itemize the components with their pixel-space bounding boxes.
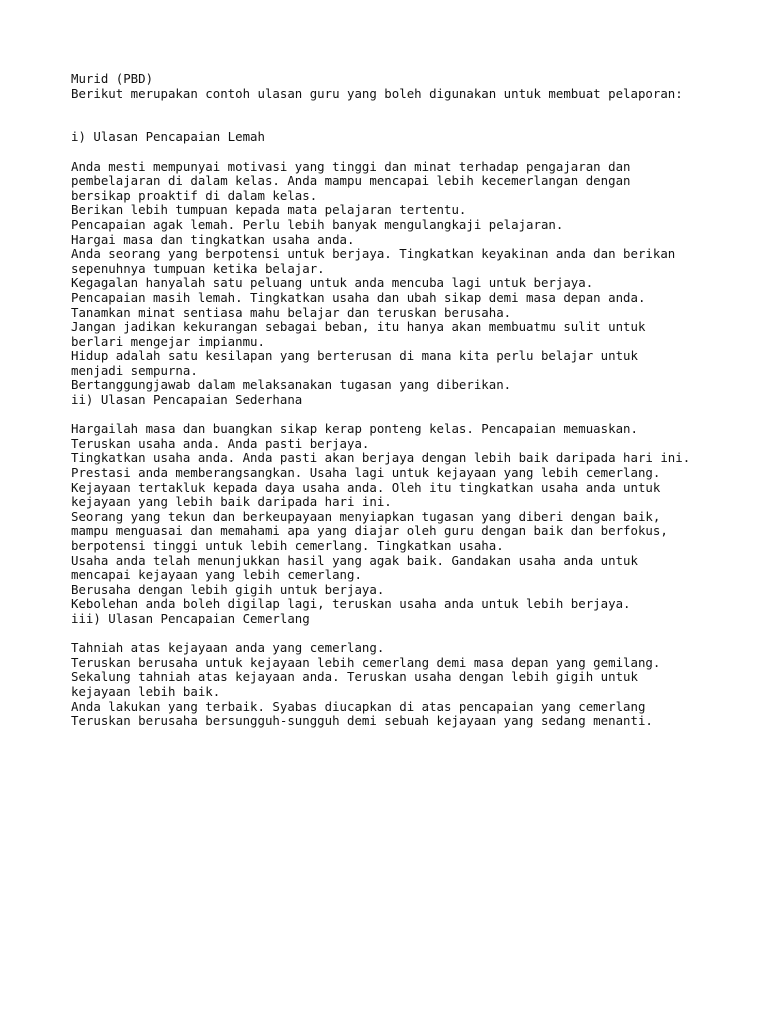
comment-line: kejayaan yang lebih baik daripada hari ini. [71,494,392,510]
comment-line: berlari mengejar impianmu. [71,333,265,349]
comment-line: Berikan lebih tumpuan kepada mata pelajaran tertentu. [71,202,467,218]
comment-line: Jangan jadikan kekurangan sebagai beban, itu hanya akan membuatmu sulit untuk [71,319,646,335]
comment-line: Anda seorang yang berpotensi untuk berjaya. Tingkatkan keyakinan anda dan berikan [71,246,676,262]
comment-line: Usaha anda telah menunjukkan hasil yang agak baik. Gandakan usaha anda untuk [71,552,638,568]
section-body-sederhana [71,422,761,612]
comment-line: Hargailah masa dan buangkan sikap kerap ponteng kelas. Pencapaian memuaskan. [71,421,638,437]
document-title: Murid (PBD) [71,71,154,86]
comment-line: bersikap proaktif di dalam kelas. [71,187,318,203]
comment-line: Anda lakukan yang terbaik. Syabas diucapkan di atas pencapaian yang cemerlang [71,698,646,714]
spacer [71,408,761,423]
comment-line: Pencapaian masih lemah. Tingkatkan usaha dan ubah sikap demi masa depan anda. [71,289,646,305]
comment-line: Teruskan berusaha untuk kejayaan lebih cemerlang demi masa depan yang gemilang. [71,654,661,670]
comment-line: berpotensi tinggi untuk lebih cemerlang. Tingkatkan usaha. [71,538,504,553]
section-heading-sederhana: ii) Ulasan Pencapaian Sederhana [71,392,303,408]
comment-line: menjadi sempurna. [71,362,198,378]
comment-line: Tingkatkan usaha anda. Anda pasti akan berjaya dengan lebih baik daripada hari ini. [71,450,691,466]
document-intro: Berikut merupakan contoh ulasan guru yang boleh digunakan untuk membuat pelaporan: [71,85,683,101]
comment-line: Kegagalan hanyalah satu peluang untuk anda mencuba lagi untuk berjaya. [71,275,594,291]
comment-line: Hidup adalah satu kesilapan yang berterusan di mana kita perlu belajar untuk [71,348,638,364]
comment-line: Sekalung tahniah atas kejayaan anda. Teruskan usaha dengan lebih gigih untuk [71,669,638,685]
spacer [71,116,761,131]
spacer [71,145,761,160]
comment-line: Kejayaan tertakluk kepada daya usaha anda. Oleh itu tingkatkan usaha anda untuk [71,479,661,495]
document-page [71,72,761,729]
spacer [71,627,761,642]
comment-line: Anda mesti mempunyai motivasi yang tinggi dan minat terhadap pengajaran dan [71,158,631,174]
comment-line: sepenuhnya tumpuan ketika belajar. [71,260,325,276]
comment-line: Berusaha dengan lebih gigih untuk berjaya. [71,581,385,597]
comment-line: Teruskan berusaha bersungguh-sungguh demi sebuah kejayaan yang sedang menanti. [71,713,653,729]
comment-line: Bertanggungjawab dalam melaksanakan tugasan yang diberikan. [71,377,512,393]
comment-line: Prestasi anda memberangsangkan. Usaha lagi untuk kejayaan yang lebih cemerlang. [71,465,661,481]
comment-line: kejayaan lebih baik. [71,683,221,699]
comment-line: Pencapaian agak lemah. Perlu lebih banyak mengulangkaji pelajaran. [71,216,564,232]
comment-line: Tanamkan minat sentiasa mahu belajar dan teruskan berusaha. [71,304,512,320]
comment-line: Tahniah atas kejayaan anda yang cemerlang. [71,640,385,656]
comment-line: mampu menguasai dan memahami apa yang diajar oleh guru dengan baik dan berfokus, [71,523,668,539]
comment-line: pembelajaran di dalam kelas. Anda mampu mencapai lebih kecemerlangan dengan [71,173,631,189]
section-body-lemah [71,160,761,394]
section-heading-lemah: i) Ulasan Pencapaian Lemah [71,129,265,145]
spacer [71,101,761,116]
section-heading-cemerlang: iii) Ulasan Pencapaian Cemerlang [71,610,310,626]
comment-line: Teruskan usaha anda. Anda pasti berjaya. [71,435,370,451]
comment-line: Hargai masa dan tingkatkan usaha anda. [71,231,355,247]
section-body-cemerlang [71,641,761,729]
comment-line: Kebolehan anda boleh digilap lagi, teruskan usaha anda untuk lebih berjaya. [71,596,631,612]
comment-line: Seorang yang tekun dan berkeupayaan menyiapkan tugasan yang diberi dengan baik, [71,508,661,524]
comment-line: mencapai kejayaan yang lebih cemerlang. [71,567,362,583]
